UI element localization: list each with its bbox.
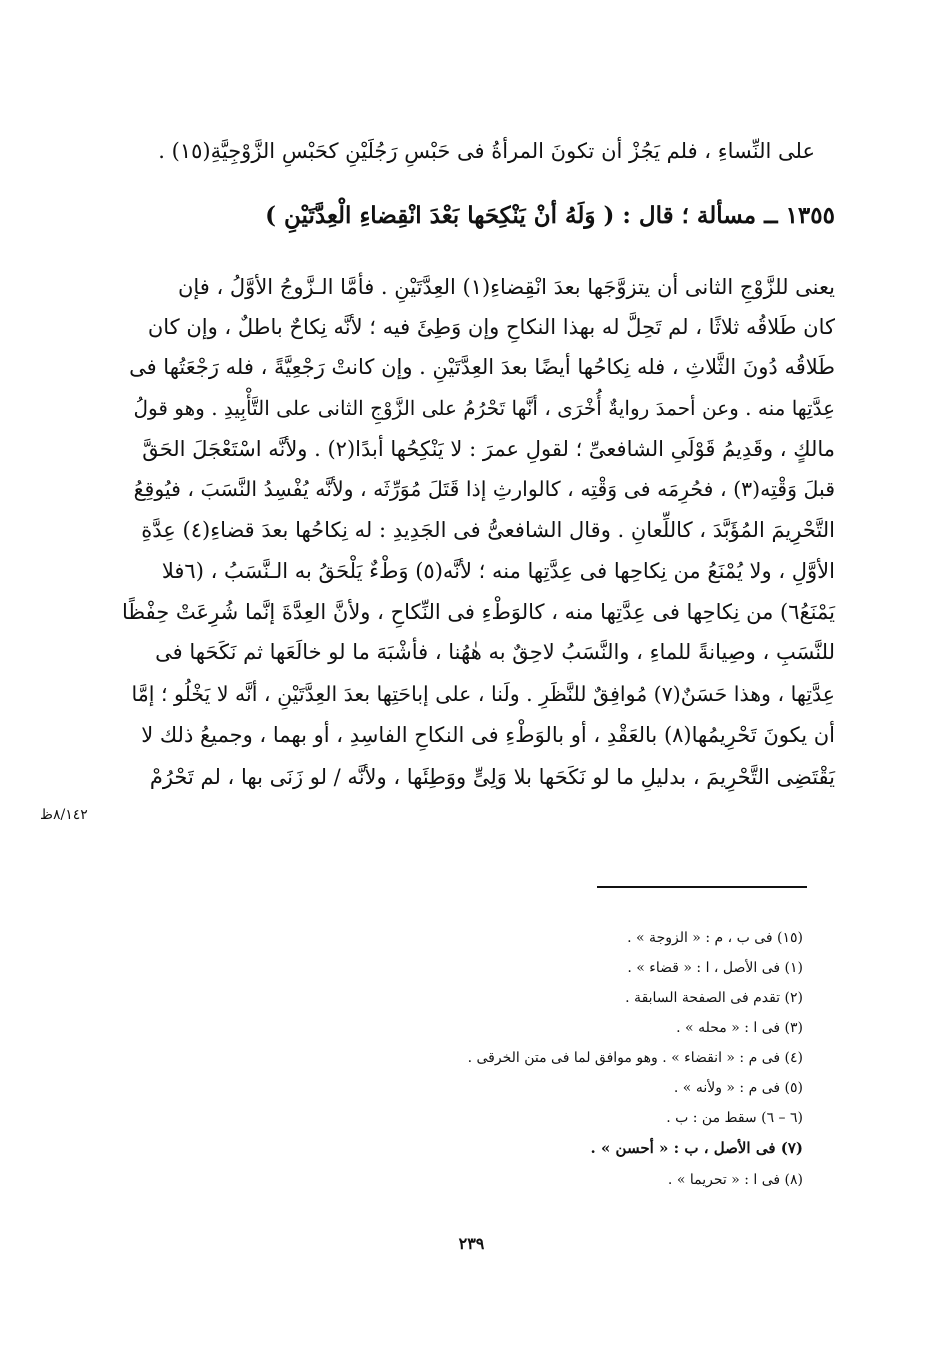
body-line: يَقْتَضِى التَّحْرِيمَ ، بدليلِ ما لو نَكَحَها بلا وَلِىٍّ ووَطِئَها ، ولأنَّه / لو زَنَى بها ، لم تَحْرُمْ bbox=[149, 765, 835, 789]
footnote: (٣) فى ا : « محله » . bbox=[676, 1020, 803, 1036]
body-line: للنَّسَبِ ، وصِيانةً للماءِ ، والنَّسَبُ لاحِقٌ به هٰهُنا ، فأشْبَهَ ما لو خالَعَها ثم نَكَحَها فى bbox=[155, 640, 835, 664]
footnote: (٦ – ٦) سقط من : ب . bbox=[666, 1110, 803, 1126]
body-line: طَلاقُه دُونَ الثَّلاثِ ، فله نِكاحُها أيضًا بعدَ العِدَّتَيْنِ . وإن كانتْ رَجْعِيَّةً ، فله رَجْعَتُها فى bbox=[129, 355, 835, 379]
top-line: على النِّساءِ ، فلم يَجُزْ أن تكونَ المرأةُ فى حَبْسِ رَجُلَيْنِ كحَبْسِ الزَّوْجِيَّةِ(١٥) . bbox=[158, 139, 815, 163]
body-line: يَمْنَعُ٦) من نِكاحِها فى عِدَّتِها منه ، كالوَطْءِ فى النِّكاحِ ، ولأنَّ العِدَّةَ إنَّما شُرِعَتْ حِفْظًا bbox=[122, 600, 835, 624]
margin-folio-note: ٨/١٤٢ظ bbox=[40, 807, 88, 823]
body-line: عِدَّتِها منه . وعن أحمدَ روايةٌ أُخْرَى ، أنَّها تَحْرُمُ على الزَّوْجِ الثانى على التَّأْبِيدِ . وهو قولُ bbox=[133, 396, 835, 420]
body-line: قبلَ وَقْتِه(٣) ، فحُرِمَه فى وَقْتِه ، كالوارثِ إذا قَتَلَ مُوَرِّثَه ، ولأنَّه يُفْسِدُ النَّسَبَ ، فيُوقِعُ bbox=[133, 477, 835, 501]
footnote: (١٥) فى ب ، م : « الزوجة » . bbox=[627, 930, 803, 946]
footnote-separator bbox=[597, 886, 807, 888]
body-line: الأوَّلِ ، ولا يُمْنَعُ من نِكاحِها فى عِدَّتِها منه ؛ لأنَّه(٥) وَطْءٌ يَلْحَقُ به الـنَّسَبُ ، (٦فلا bbox=[161, 559, 835, 583]
footnote: (٢) تقدم فى الصفحة السابقة . bbox=[625, 990, 803, 1006]
footnote: (٥) فى م : « ولأنه » . bbox=[673, 1080, 803, 1096]
footnote: (٨) فى ا : « تحريما » . bbox=[667, 1172, 803, 1188]
section-heading: ١٣٥٥ ــ مسألة ؛ قال : ( وَلَهُ أنْ يَنْكِحَها بَعْدَ انْقِضاءِ الْعِدَّتَيْنِ ) bbox=[265, 202, 835, 229]
footnote: (٧) فى الأصل ، ب : « أحسن » . bbox=[590, 1139, 803, 1157]
body-line: مالكٍ ، وقَدِيمُ قَوْلَىِ الشافعىِّ ؛ لقولِ عمرَ : لا يَنْكِحُها أبدًا(٢) . ولأنَّه اسْتَعْجَلَ الحَقَّ bbox=[142, 437, 835, 461]
footnote: (١) فى الأصل ، ا : « قضاء » . bbox=[627, 960, 803, 976]
body-line: التَّحْرِيمَ المُؤَبَّدَ ، كاللِّعانِ . وقال الشافعىُّ فى الجَدِيدِ : له نِكاحُها بعدَ قضاءِ(٤) عِدَّةِ bbox=[141, 518, 835, 542]
body-line: يعنى للزَّوْجِ الثانى أن يتزوَّجَها بعدَ انْقِضاءِ(١) العِدَّتَيْنِ . فأمَّا الـزَّوجُ الأوَّلُ ، فإن bbox=[177, 275, 835, 299]
body-line: أن يكونَ تَحْرِيمُها(٨) بالعَقْدِ ، أو بالوَطْءِ فى النكاحِ الفاسِدِ ، أو بهما ، وجميعُ ذلك لا bbox=[141, 723, 835, 747]
body-line: عِدَّتِها ، وهذا حَسَنٌ(٧) مُوافِقٌ للنَّظَرِ . ولَنا ، على إباحَتِها بعدَ العِدَّتَيْنِ ، أنَّه لا يَخْلُو ؛ إمَّا bbox=[131, 682, 835, 706]
footnote: (٤) فى م : « انقضاء » . وهو موافق لما فى متن الخرقى . bbox=[467, 1050, 803, 1066]
body-line: كان طَلاقُه ثلاثًا ، لم تَحِلَّ له بهذا النكاحِ وإن وَطِئَ فيه ؛ لأنَّه نِكاحٌ باطلٌ ، وإن كان bbox=[147, 315, 835, 339]
page-number: ٢٣٩ bbox=[458, 1234, 485, 1253]
